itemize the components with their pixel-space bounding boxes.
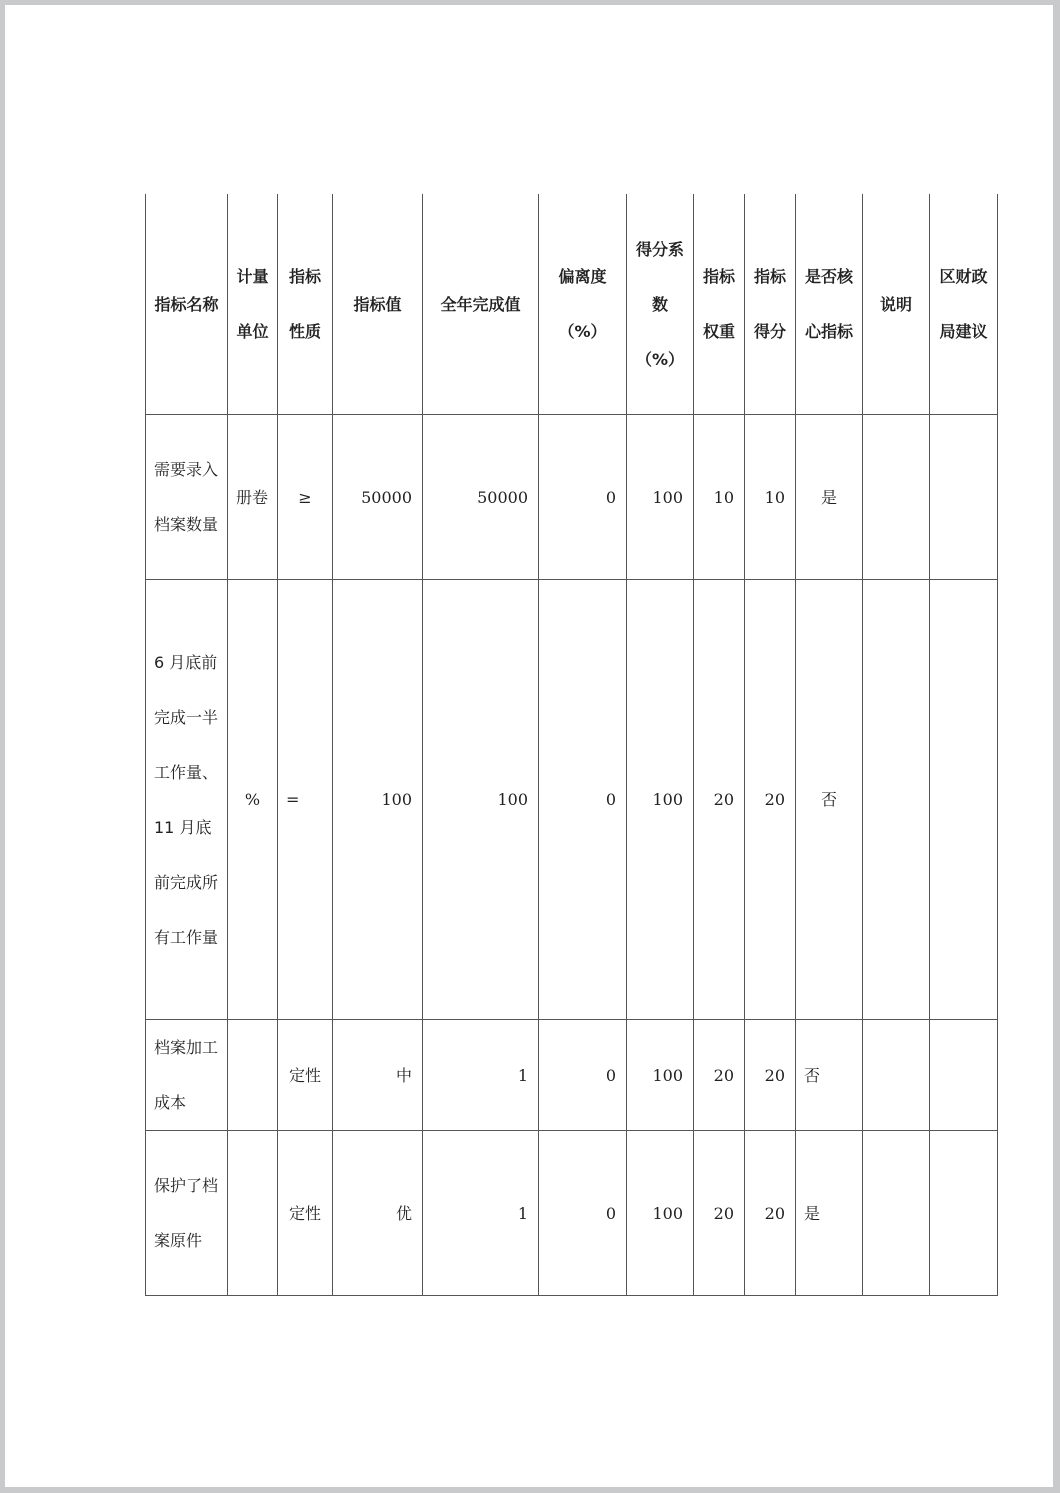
cell-indicator-name: 6 月底前完成一半工作量、11 月底前完成所有工作量: [146, 580, 228, 1020]
cell-score: 20: [745, 1020, 796, 1131]
cell-target-value: 100: [333, 580, 423, 1020]
header-finance-advice: 区财政局建议: [930, 194, 998, 415]
cell-unit: 册卷: [228, 415, 278, 580]
cell-target-value: 优: [333, 1131, 423, 1296]
table-row: [146, 1020, 998, 1131]
header-score: 指标得分: [745, 194, 796, 415]
cell-note: [863, 580, 930, 1020]
header-score-coefficient: 得分系数（%）: [627, 194, 694, 415]
cell-deviation: 0: [539, 1020, 627, 1131]
cell-weight: 20: [694, 580, 745, 1020]
cell-nature: =: [278, 580, 333, 1020]
cell-finance-advice: [930, 415, 998, 580]
cell-score-coefficient: 100: [627, 1131, 694, 1296]
table-row: [146, 580, 998, 1020]
cell-score-coefficient: 100: [627, 1020, 694, 1131]
cell-finance-advice: [930, 580, 998, 1020]
header-indicator-name: 指标名称: [146, 194, 228, 415]
cell-annual-completion: 100: [423, 580, 539, 1020]
cell-score: 20: [745, 1131, 796, 1296]
cell-core-indicator: 否: [796, 1020, 863, 1131]
cell-note: [863, 1020, 930, 1131]
cell-weight: 20: [694, 1020, 745, 1131]
cell-indicator-name: 需要录入档案数量: [146, 415, 228, 580]
cell-indicator-name: 保护了档案原件: [146, 1131, 228, 1296]
table-header-row: [146, 194, 998, 415]
cell-note: [863, 1131, 930, 1296]
cell-finance-advice: [930, 1020, 998, 1131]
cell-nature: 定性: [278, 1131, 333, 1296]
cell-nature: ≥: [278, 415, 333, 580]
cell-deviation: 0: [539, 1131, 627, 1296]
cell-core-indicator: 否: [796, 580, 863, 1020]
cell-unit: [228, 1020, 278, 1131]
cell-weight: 10: [694, 415, 745, 580]
header-unit: 计量单位: [228, 194, 278, 415]
header-core-indicator: 是否核心指标: [796, 194, 863, 415]
cell-annual-completion: 1: [423, 1131, 539, 1296]
cell-unit: %: [228, 580, 278, 1020]
header-weight: 指标权重: [694, 194, 745, 415]
cell-note: [863, 415, 930, 580]
cell-target-value: 中: [333, 1020, 423, 1131]
header-deviation: 偏离度（%）: [539, 194, 627, 415]
cell-weight: 20: [694, 1131, 745, 1296]
cell-finance-advice: [930, 1131, 998, 1296]
cell-target-value: 50000: [333, 415, 423, 580]
cell-score-coefficient: 100: [627, 580, 694, 1020]
cell-score: 10: [745, 415, 796, 580]
header-annual-completion: 全年完成值: [423, 194, 539, 415]
cell-core-indicator: 是: [796, 415, 863, 580]
cell-score-coefficient: 100: [627, 415, 694, 580]
document-page: [5, 5, 1053, 1487]
table-row: [146, 1131, 998, 1296]
cell-deviation: 0: [539, 580, 627, 1020]
cell-annual-completion: 1: [423, 1020, 539, 1131]
header-note: 说明: [863, 194, 930, 415]
cell-annual-completion: 50000: [423, 415, 539, 580]
table-row: [146, 415, 998, 580]
cell-core-indicator: 是: [796, 1131, 863, 1296]
cell-unit: [228, 1131, 278, 1296]
header-target-value: 指标值: [333, 194, 423, 415]
cell-score: 20: [745, 580, 796, 1020]
cell-deviation: 0: [539, 415, 627, 580]
performance-indicator-table: [145, 194, 998, 1296]
header-nature: 指标性质: [278, 194, 333, 415]
cell-nature: 定性: [278, 1020, 333, 1131]
cell-indicator-name: 档案加工成本: [146, 1020, 228, 1131]
